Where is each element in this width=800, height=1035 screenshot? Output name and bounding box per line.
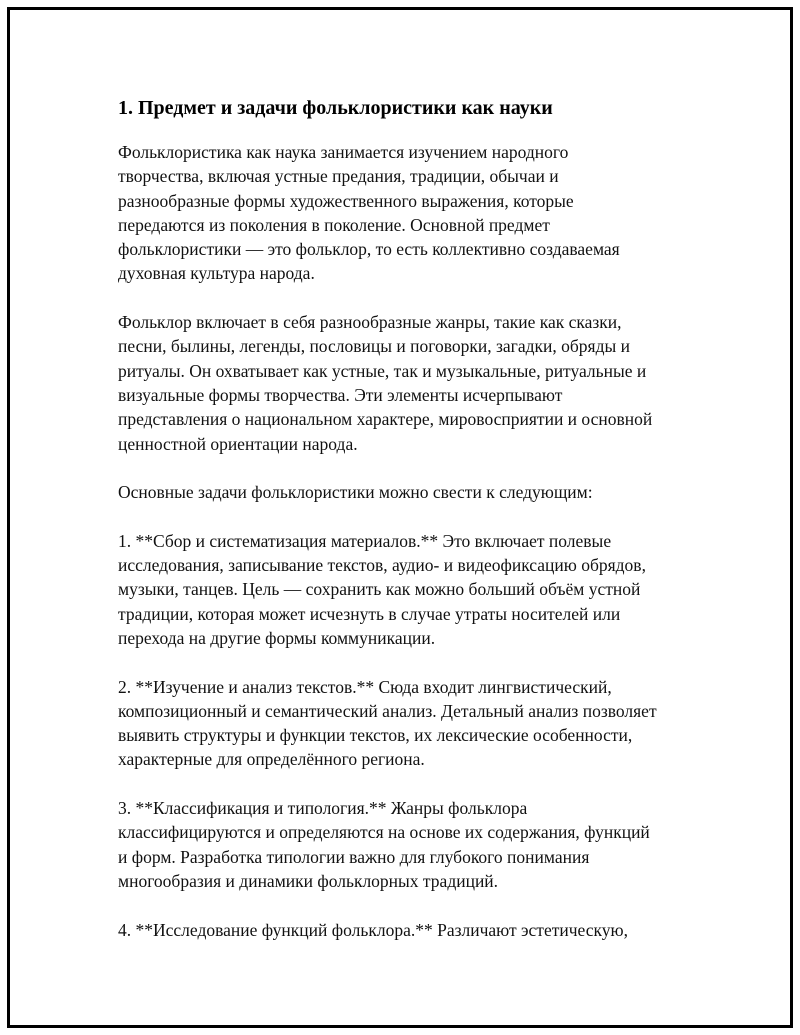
paragraph-task-3: 3. **Классификация и типология.** Жанры фольклора классифицируются и определяются на основе их содержания, функций и форм. Разработка типологии важно для глубокого понимания многообразия и динамики фольклорных традиций. [118, 798, 650, 891]
paragraph-genres: Фольклор включает в себя разнообразные жанры, такие как сказки, песни, былины, легенды, пословицы и поговорки, загадки, обряды и ритуалы. Он охватывает как устные, так и музыкальные, ритуальные и визуальные формы творчества. Эти элементы исчерпывают представления о национальном характере, мировосприятии и основной ценностной ориентации народа. [118, 312, 653, 454]
document-body [118, 96, 698, 966]
paragraph-intro: Фольклористика как наука занимается изучением народного творчества, включая устные предания, традиции, обычаи и разнообразные формы художественного выражения, которые передаются из поколения в поколение. Основной предмет фольклористики — это фольклор, то есть коллективно создаваемая духовная культура народа. [118, 142, 620, 284]
document-page [7, 7, 793, 1028]
paragraph-task-2: 2. **Изучение и анализ текстов.** Сюда входит лингвистический, композиционный и семантический анализ. Детальный анализ позволяет выявить структуры и функции текстов, их лексические особенности, характерные для определённого региона. [118, 676, 657, 770]
paragraph-tasks-intro: Основные задачи фольклористики можно свести к следующим: [118, 482, 593, 503]
paragraph-task-4: 4. **Исследование функций фольклора.** Различают эстетическую, [118, 919, 628, 940]
section-heading: 1. Предмет и задачи фольклористики как науки [118, 97, 553, 119]
paragraph-task-1: 1. **Сбор и систематизация материалов.** Это включает полевые исследования, записывание текстов, аудио- и видеофиксацию обрядов, музыки, танцев. Цель — сохранить как можно больший объём устной традиции, которая может исчезнуть в случае утраты носителей или перехода на другие формы коммуникации. [118, 530, 646, 648]
